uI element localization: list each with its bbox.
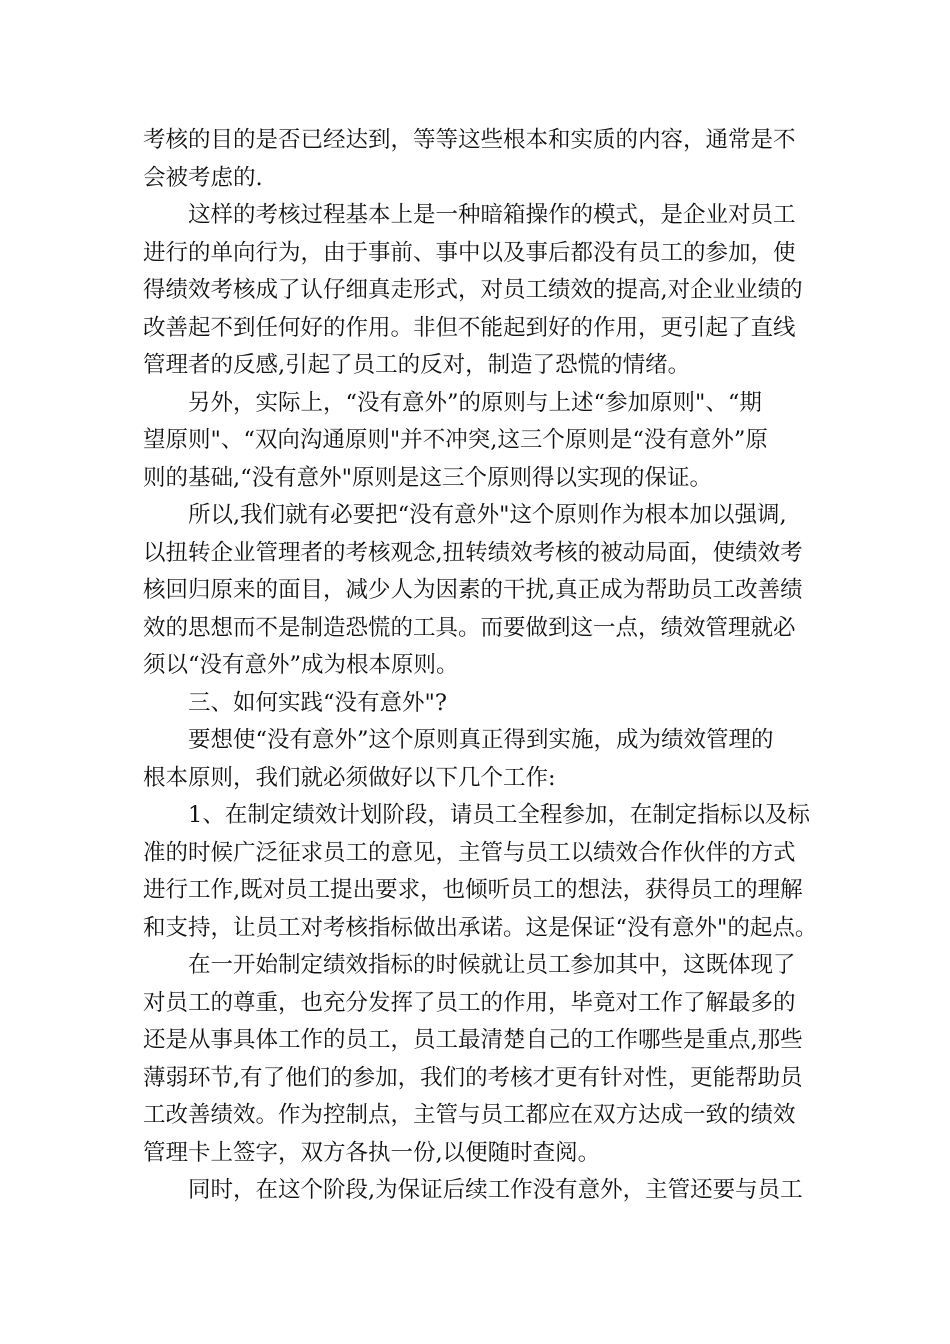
text-line: 薄弱环节,有了他们的参加，我们的考核才更有针对性，更能帮助员	[143, 1064, 803, 1091]
text-line: 以扭转企业管理者的考核观念,扭转绩效考核的被动局面，使绩效考	[143, 539, 803, 566]
text-line: 同时，在这个阶段,为保证后续工作没有意外，主管还要与员工	[188, 1177, 803, 1203]
text-line: 效的思想而不是制造恐慌的工具。而要做到这一点，绩效管理就必	[143, 614, 796, 641]
text-line: 对员工的尊重，也充分发挥了员工的作用，毕竟对工作了解最多的	[143, 989, 796, 1016]
text-line: 须以“没有意外”成为根本原则。	[143, 652, 459, 678]
text-line: 则的基础,“没有意外"原则是这三个原则得以实现的保证。	[143, 464, 713, 491]
text-line: 考核的目的是否已经达到，等等这些根本和实质的内容，通常是不	[143, 127, 796, 153]
text-line: 会被考虑的.	[143, 164, 263, 191]
text-line: 得绩效考核成了认仔细真走形式，对员工绩效的提高,对企业业绩的	[143, 277, 803, 303]
text-line: 所以,我们就有必要把“没有意外"这个原则作为根本加以强调,	[188, 502, 787, 528]
text-line: 根本原则，我们就必须做好以下几个工作:	[143, 764, 556, 791]
text-line: 要想使“没有意外”这个原则真正得到实施，成为绩效管理的	[188, 727, 774, 753]
text-line: 望原则"、“双向沟通原则"并不冲突,这三个原则是“没有意外”原	[143, 427, 768, 453]
text-line: 进行工作,既对员工提出要求，也倾听员工的想法，获得员工的理解	[143, 877, 803, 903]
text-line: 管理者的反感,引起了员工的反对，制造了恐慌的情绪。	[143, 352, 691, 378]
text-line: 进行的单向行为，由于事前、事中以及事后都没有员工的参加，使	[143, 239, 796, 266]
text-line: 在一开始制定绩效指标的时候就让员工参加其中，这既体现了	[188, 952, 796, 978]
text-line: 1、在制定绩效计划阶段，请员工全程参加，在制定指标以及标	[188, 802, 810, 828]
text-line: 准的时候广泛征求员工的意见，主管与员工以绩效合作伙伴的方式	[143, 839, 796, 866]
text-line: 还是从事具体工作的员工，员工最清楚自己的工作哪些是重点,那些	[143, 1027, 803, 1053]
body-text	[143, 122, 823, 1210]
text-line: 管理卡上签字，双方各执一份,以便随时查阅。	[143, 1139, 601, 1166]
text-line: 改善起不到任何好的作用。非但不能起到好的作用，更引起了直线	[143, 314, 796, 341]
section-heading: 三、如何实践“没有意外"?	[188, 689, 447, 716]
text-line: 这样的考核过程基本上是一种暗箱操作的模式，是企业对员工	[188, 202, 796, 228]
text-line: 核回归原来的面目，减少人为因素的干扰,真正成为帮助员工改善绩	[143, 577, 803, 603]
text-line: 和支持，让员工对考核指标做出承诺。这是保证“没有意外"的起点。	[143, 914, 818, 941]
text-line: 工改善绩效。作为控制点，主管与员工都应在双方达成一致的绩效	[143, 1102, 796, 1128]
text-line: 另外，实际上，“没有意外”的原则与上述“参加原则"、“期	[188, 389, 762, 416]
